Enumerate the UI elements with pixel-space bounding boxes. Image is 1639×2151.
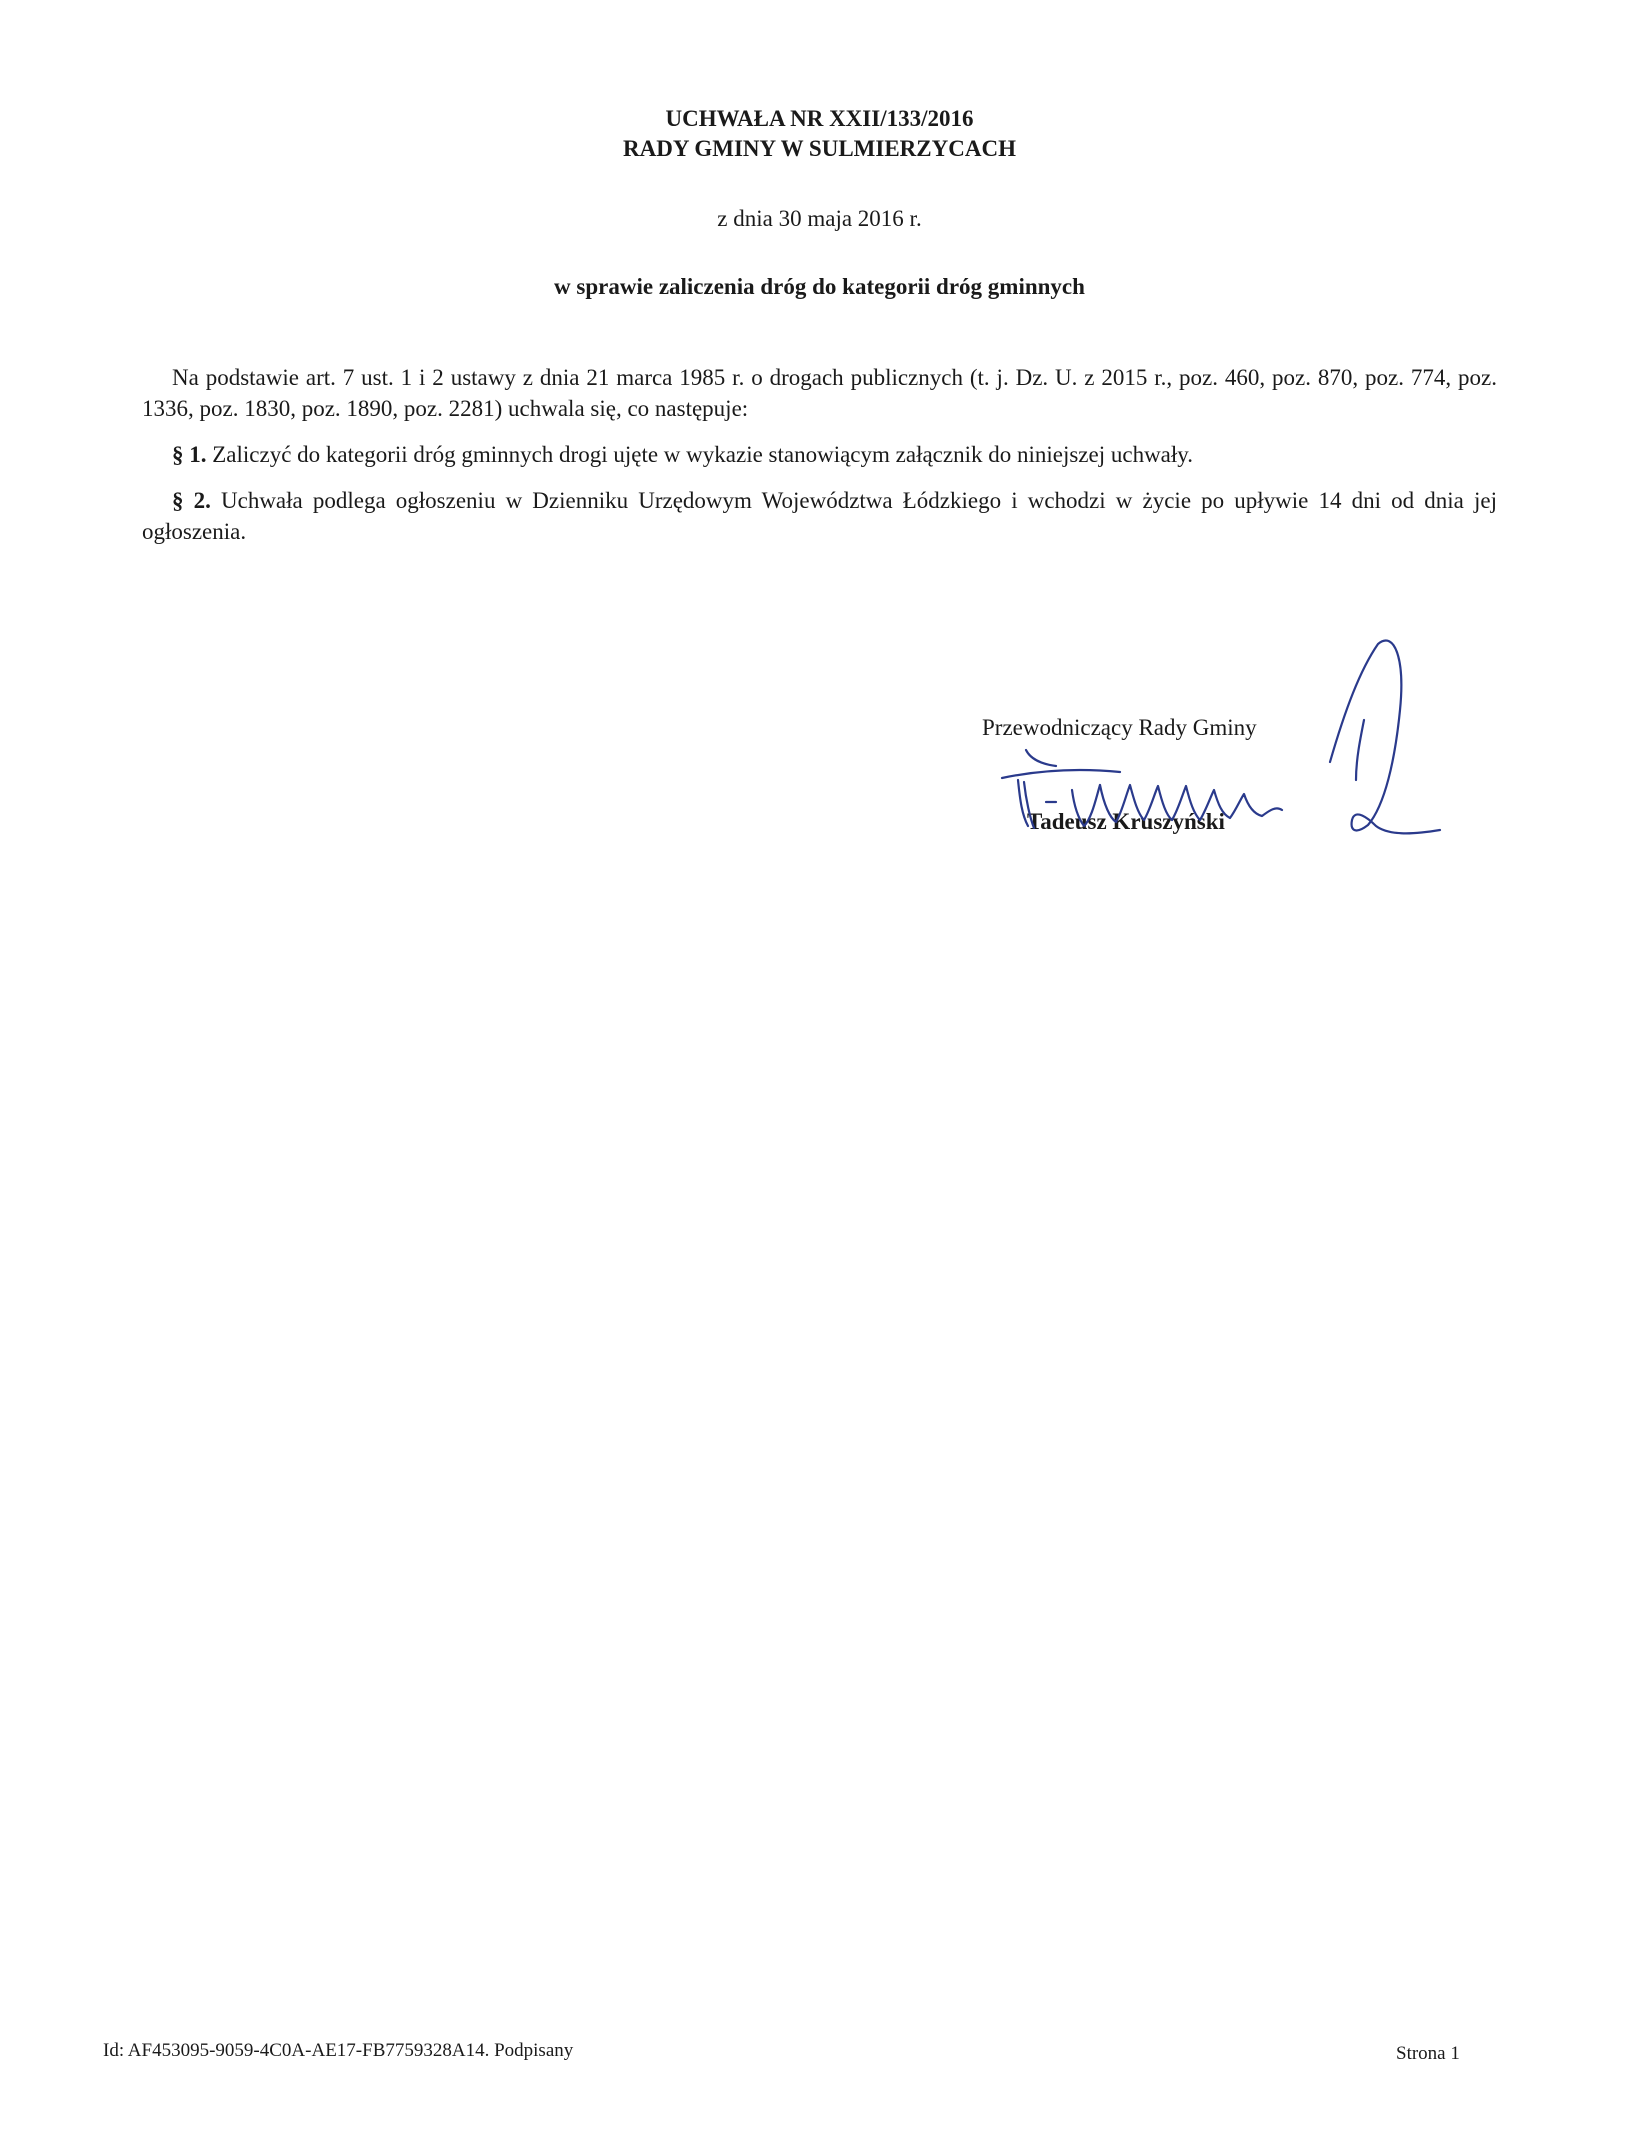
signatory-role: Przewodniczący Rady Gminy — [982, 715, 1257, 740]
handwritten-signature-icon — [1000, 630, 1450, 850]
resolution-number-title: UCHWAŁA NR XXII/133/2016 — [665, 106, 974, 131]
council-name-title: RADY GMINY W SULMIERZYCACH — [623, 136, 1016, 161]
resolution-subject: w sprawie zaliczenia dróg do kategorii dróg gminnych — [554, 274, 1085, 299]
legal-basis-preamble: Na podstawie art. 7 ust. 1 i 2 ustawy z dnia 21 marca 1985 r. o drogach publicznych (t. j. Dz. U. z 2015 r., poz. 460, poz. 870, poz. 774, poz. 1336, poz. 1830, poz. 1890, poz. 2281) uchwala się, co następuje: — [142, 365, 1497, 421]
paragraph-2-label: § 2. — [172, 488, 211, 513]
signatory-name: Tadeusz Kruszyński — [1027, 809, 1225, 834]
paragraph-1 — [142, 439, 1497, 470]
paragraph-2 — [142, 485, 1497, 547]
paragraph-2-text: Uchwała podlega ogłoszeniu w Dzienniku Urzędowym Województwa Łódzkiego i wchodzi w życie po upływie 14 dni od dnia jej ogłoszenia. — [142, 488, 1497, 544]
paragraph-1-label: § 1. — [172, 442, 207, 467]
page-number: Strona 1 — [1396, 2043, 1460, 2064]
resolution-date: z dnia 30 maja 2016 r. — [717, 206, 922, 231]
paragraph-1-text: Zaliczyć do kategorii dróg gminnych drogi ujęte w wykazie stanowiącym załącznik do niniejszej uchwały. — [206, 442, 1194, 467]
document-id-footer: Id: AF453095-9059-4C0A-AE17-FB7759328A14. Podpisany — [103, 2040, 574, 2061]
